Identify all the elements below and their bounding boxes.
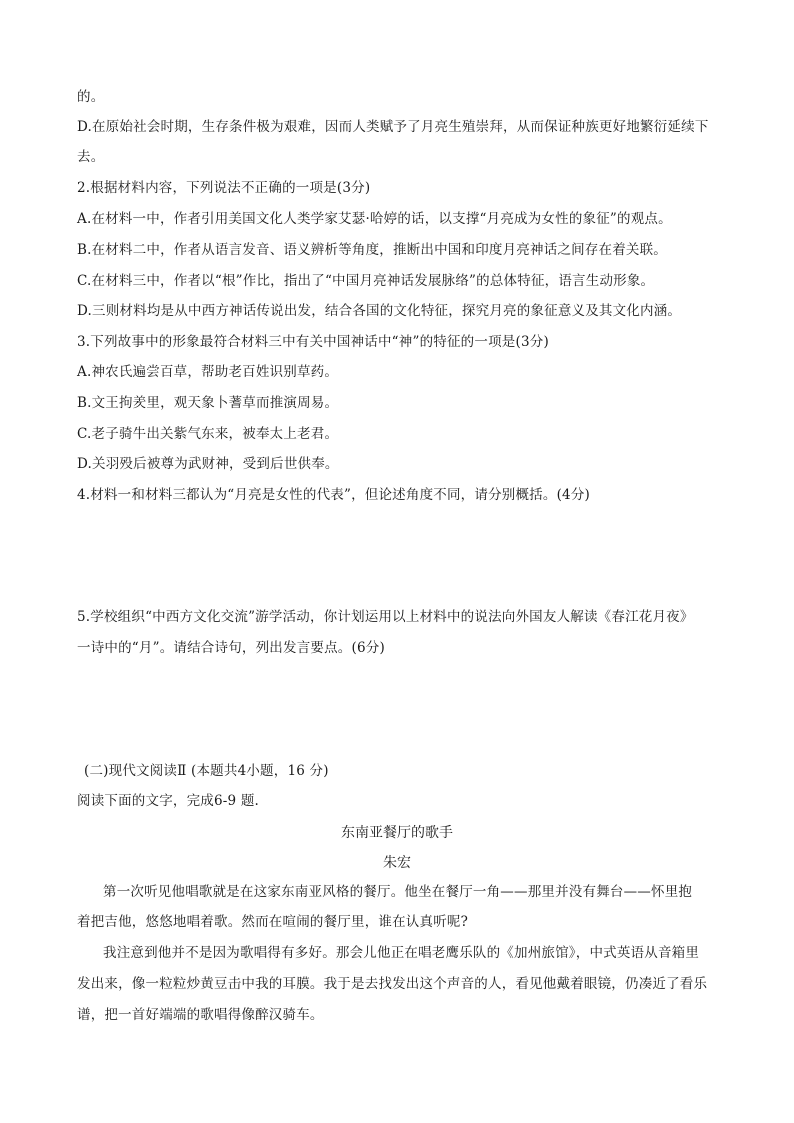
q2-option-c: C.在材料三中，作者以“根”作比，指出了“中国月亮神话发展脉络”的总体特征，语言生动形象。 xyxy=(77,273,655,289)
article-p2-line1: 我注意到他并不是因为歌唱得有多好。那会儿他正在唱老鹰乐队的《加州旅馆》，中式英语从音箱里 xyxy=(103,945,700,961)
article-author: 朱宏 xyxy=(383,855,411,871)
continuation-text: 的。 xyxy=(77,89,105,105)
section-instruction: 阅读下面的文字，完成6-9 题. xyxy=(77,793,260,809)
article-p1-line2: 着把吉他，悠悠地唱着歌。然而在喧闹的餐厅里，谁在认真听呢? xyxy=(77,914,469,930)
article-p2-line3: 谱，把一首好端端的歌唱得像醉汉骑车。 xyxy=(77,1007,324,1023)
q1-option-d-line2: 去。 xyxy=(77,149,105,165)
q3-option-b: B.文王拘羑里，观天象卜蓍草而推演周易。 xyxy=(77,395,339,411)
q3-option-a: A.神农氏遍尝百草，帮助老百姓识别草药。 xyxy=(77,364,339,380)
article-p1-line1: 第一次听见他唱歌就是在这家东南亚风格的餐厅。他坐在餐厅一角——那里并没有舞台——怀里抱 xyxy=(103,884,693,900)
q4-stem: 4.材料一和材料三都认为“月亮是女性的代表”，但论述角度不同，请分别概括。(4分) xyxy=(77,487,591,503)
q2-option-d: D.三则材料均是从中西方神话传说出发，结合各国的文化特征，探究月亮的象征意义及其文化内涵。 xyxy=(77,303,682,319)
q2-option-a: A.在材料一中，作者引用美国文化人类学家艾瑟·哈婷的话，以支撑“月亮成为女性的象征”的观点。 xyxy=(77,211,672,227)
q2-stem: 2.根据材料内容，下列说法不正确的一项是(3分) xyxy=(77,180,371,196)
q2-option-b: B.在材料二中，作者从语言发音、语义辨析等角度，推断出中国和印度月亮神话之间存在着关联。 xyxy=(77,242,668,258)
q3-stem: 3.下列故事中的形象最符合材料三中有关中国神话中“神”的特征的一项是(3分) xyxy=(77,334,549,350)
q1-option-d-line1: D.在原始社会时期，生存条件极为艰难，因而人类赋予了月亮生殖崇拜，从而保证种族更好地繁衍延续下 xyxy=(77,119,709,135)
q3-option-d: D.关羽殁后被尊为武财神，受到后世供奉。 xyxy=(77,456,339,472)
q5-line1: 5.学校组织“中西方文化交流”游学活动，你计划运用以上材料中的说法向外国友人解读《春江花月夜》 xyxy=(77,609,694,625)
q3-option-c: C.老子骑牛出关紫气东来，被奉太上老君。 xyxy=(77,426,339,442)
section-title: (二)现代文阅读Ⅱ (本题共4小题，16 分) xyxy=(84,763,329,779)
q5-line2: 一诗中的“月”。请结合诗句，列出发言要点。(6分) xyxy=(77,640,385,656)
article-title: 东南亚餐厅的歌手 xyxy=(341,825,453,841)
article-p2-line2: 发出来，像一粒粒炒黄豆击中我的耳膜。我于是去找发出这个声音的人，看见他戴着眼镜，仍凑近了看乐 xyxy=(77,976,708,992)
